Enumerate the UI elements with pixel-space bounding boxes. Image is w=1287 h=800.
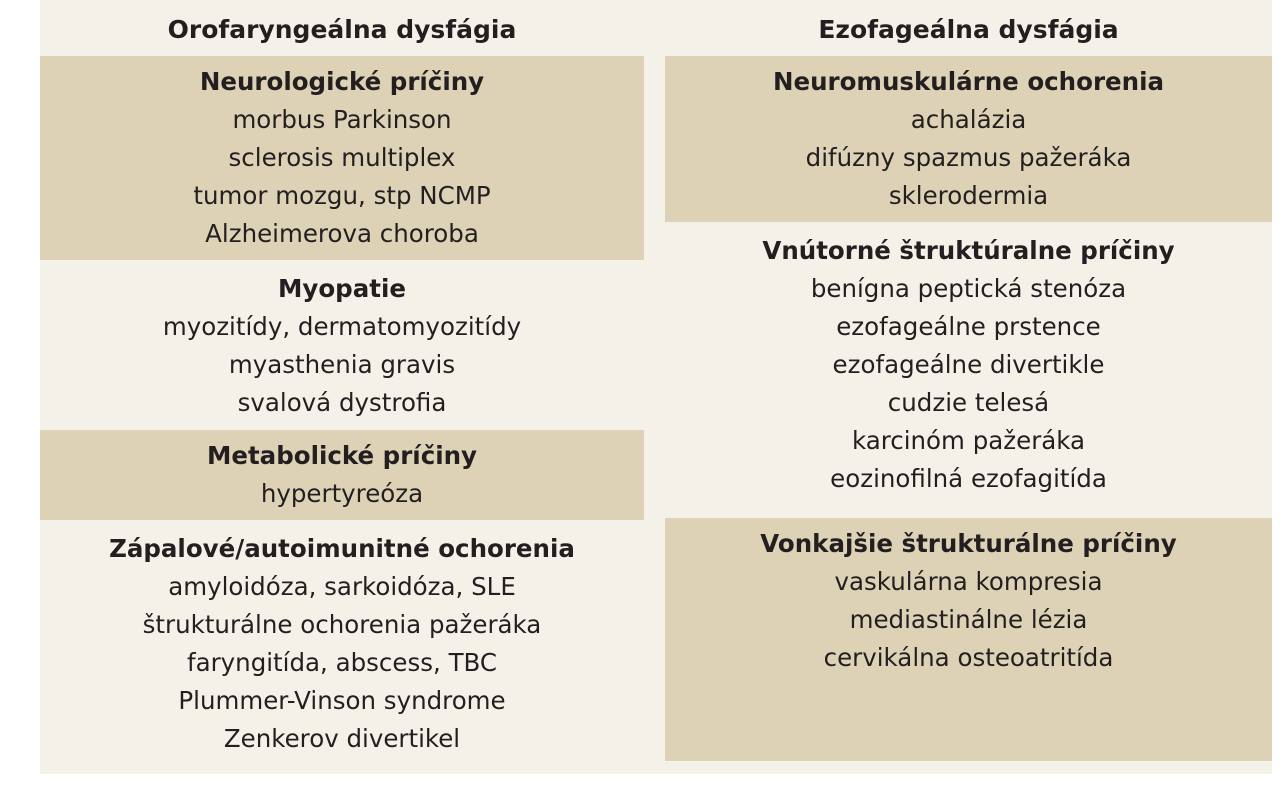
group-zapalove [40, 523, 644, 771]
list-item: difúzny spazmus pažeráka [805, 143, 1132, 172]
column-header: Orofaryngeálna dysfágia [167, 15, 517, 44]
list-item: achalázia [910, 105, 1027, 134]
list-item: Alzheimerova choroba [205, 219, 479, 248]
group-neurologicke [40, 56, 644, 260]
group-title: Vnútorné štruktúralne príčiny [762, 236, 1175, 265]
group-title: Vonkajšie štrukturálne príčiny [760, 529, 1177, 558]
list-item: Zenkerov divertikel [223, 724, 461, 753]
group-title: Neuromuskulárne ochorenia [772, 67, 1165, 96]
group-myopatie [40, 263, 644, 427]
group-neuromuskularne [665, 56, 1272, 222]
list-item: Plummer-Vinson syndrome [178, 686, 506, 715]
group-title: Myopatie [278, 274, 406, 303]
list-item: sclerosis multiplex [228, 143, 456, 172]
list-item: myasthenia gravis [228, 350, 456, 379]
group-title: Neurologické príčiny [199, 67, 485, 96]
list-item: vaskulárna kompresia [834, 567, 1103, 596]
group-title: Metabolické príčiny [206, 441, 478, 470]
list-item: amyloidóza, sarkoidóza, SLE [168, 572, 516, 601]
group-vnutorne [665, 225, 1272, 515]
list-item: karcinóm pažeráka [851, 426, 1086, 455]
list-item: sklerodermia [888, 181, 1049, 210]
list-item: morbus Parkinson [232, 105, 452, 134]
list-item: svalová dystrofia [237, 388, 447, 417]
list-item: cervikálna osteoatritída [823, 643, 1114, 672]
list-item: ezofageálne prstence [836, 312, 1101, 341]
list-item: tumor mozgu, stp NCMP [193, 181, 491, 210]
dysphagia-causes-table [40, 0, 1272, 774]
group-title: Zápalové/autoimunitné ochorenia [109, 534, 575, 563]
column-header: Ezofageálna dysfágia [818, 15, 1119, 44]
group-vonkajsie [665, 518, 1272, 761]
list-item: mediastinálne lézia [849, 605, 1088, 634]
group-metabolicke [40, 430, 644, 520]
list-item: ezofageálne divertikle [832, 350, 1105, 379]
list-item: štrukturálne ochorenia pažeráka [142, 610, 542, 639]
list-item: eozinofilná ezofagitída [830, 464, 1107, 493]
list-item: benígna peptická stenóza [810, 274, 1127, 303]
list-item: faryngitída, abscess, TBC [186, 648, 498, 677]
list-item: myozitídy, dermatomyozitídy [162, 312, 522, 341]
list-item: hypertyreóza [260, 479, 424, 508]
list-item: cudzie telesá [887, 388, 1050, 417]
